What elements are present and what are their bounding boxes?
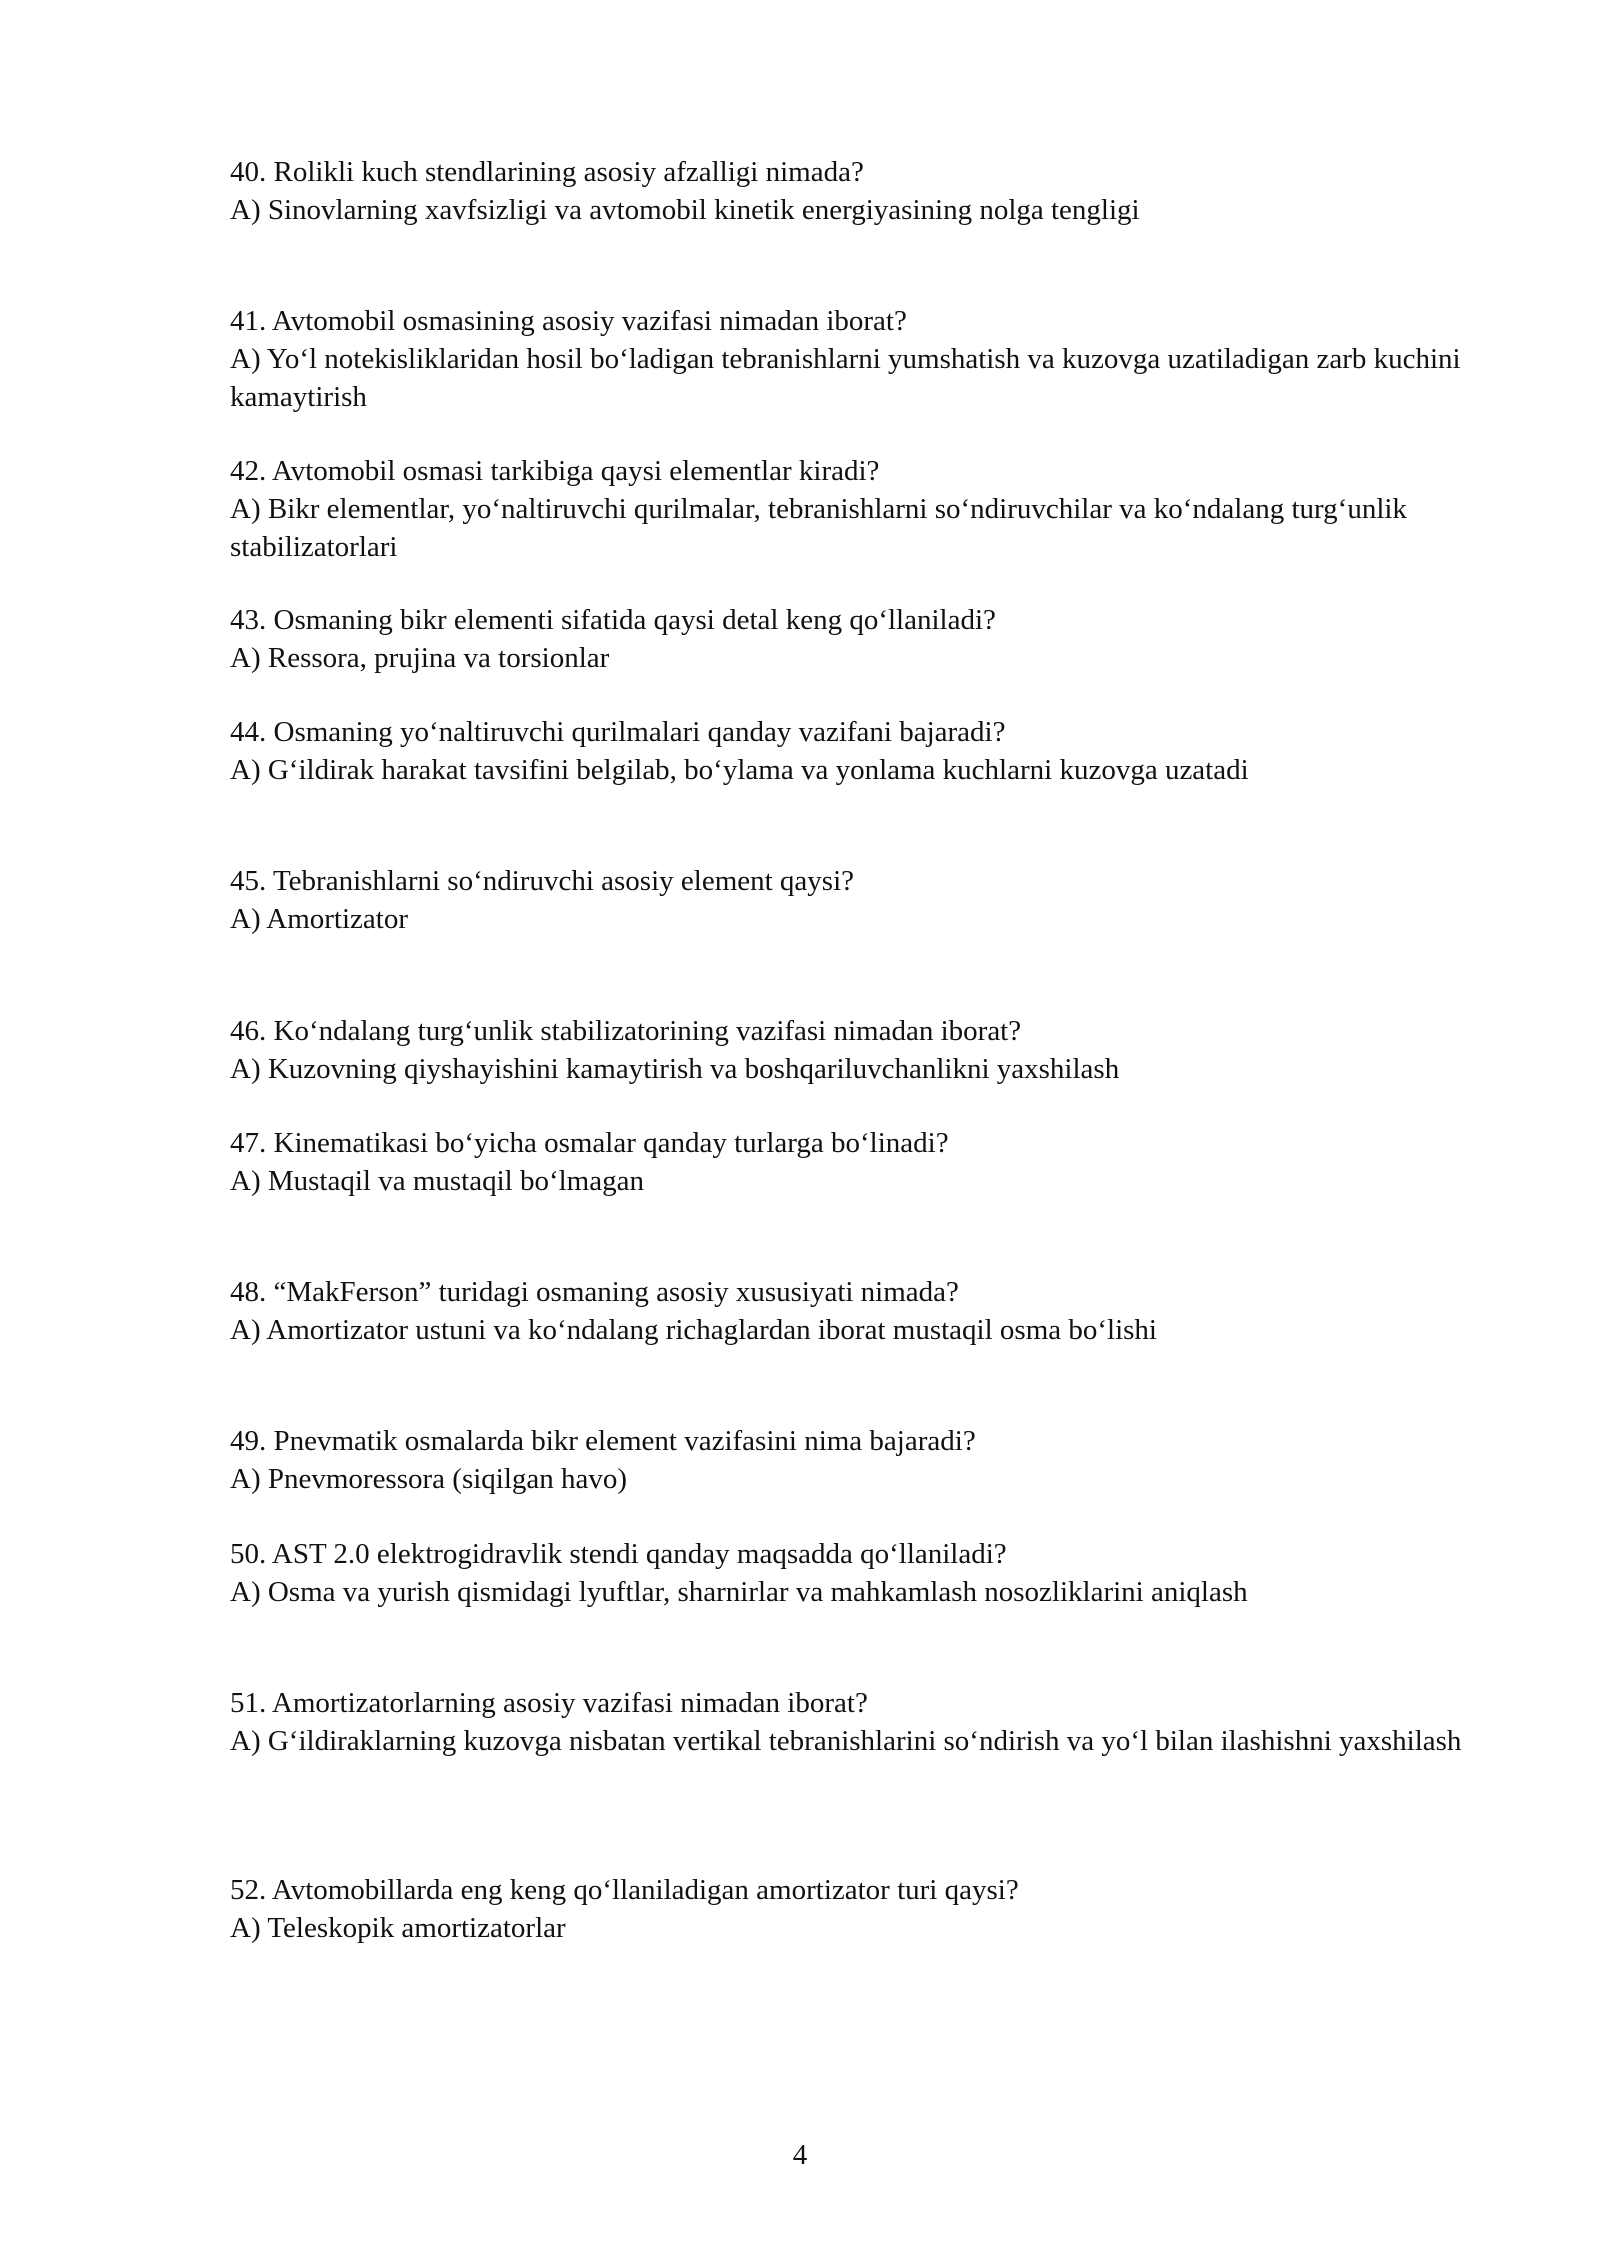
question-block-44 bbox=[230, 713, 1470, 789]
answer-text: A) Amortizator ustuni va ko‘ndalang richaglardan iborat mustaqil osma bo‘lishi bbox=[230, 1314, 1157, 1346]
question-text: 40. Rolikli kuch stendlarining asosiy afzalligi nimada? bbox=[230, 156, 864, 188]
question-text: 51. Amortizatorlarning asosiy vazifasi nimadan iborat? bbox=[230, 1687, 868, 1719]
question-text: 50. AST 2.0 elektrogidravlik stendi qanday maqsadda qo‘llaniladi? bbox=[230, 1538, 1007, 1570]
question-block-40 bbox=[230, 153, 1470, 229]
page-number: 4 bbox=[792, 2139, 808, 2171]
question-text: 41. Avtomobil osmasining asosiy vazifasi nimadan iborat? bbox=[230, 305, 907, 337]
question-block-43 bbox=[230, 601, 1470, 677]
question-block-45 bbox=[230, 862, 1470, 938]
question-text: 47. Kinematikasi bo‘yicha osmalar qanday turlarga bo‘linadi? bbox=[230, 1127, 949, 1159]
question-block-52 bbox=[230, 1871, 1470, 1947]
question-block-42 bbox=[230, 452, 1470, 566]
answer-text: A) Mustaqil va mustaqil bo‘lmagan bbox=[230, 1165, 644, 1197]
question-block-47 bbox=[230, 1124, 1470, 1200]
answer-text: A) Yo‘l notekisliklaridan hosil bo‘ladigan tebranishlarni yumshatish va kuzovga uzatiladigan zarb kuchini kamaytirish bbox=[230, 343, 1461, 413]
answer-text: A) Ressora, prujina va torsionlar bbox=[230, 642, 610, 674]
answer-text: A) Sinovlarning xavfsizligi va avtomobil kinetik energiyasining nolga tengligi bbox=[230, 194, 1140, 226]
question-block-46 bbox=[230, 1012, 1470, 1088]
question-text: 45. Tebranishlarni so‘ndiruvchi asosiy element qaysi? bbox=[230, 865, 855, 897]
question-block-48 bbox=[230, 1273, 1470, 1349]
answer-text: A) Bikr elementlar, yo‘naltiruvchi qurilmalar, tebranishlarni so‘ndiruvchilar va ko‘ndalang turg‘unlik stabilizatorlari bbox=[230, 493, 1407, 563]
answer-text: A) G‘ildirak harakat tavsifini belgilab, bo‘ylama va yonlama kuchlarni kuzovga uzatadi bbox=[230, 754, 1249, 786]
answer-text: A) Pnevmoressora (siqilgan havo) bbox=[230, 1463, 628, 1495]
question-block-41 bbox=[230, 302, 1470, 416]
answer-text: A) Teleskopik amortizatorlar bbox=[230, 1912, 566, 1944]
question-block-51 bbox=[230, 1684, 1470, 1760]
answer-text: A) Kuzovning qiyshayishini kamaytirish va boshqariluvchanlikni yaxshilash bbox=[230, 1053, 1120, 1085]
question-text: 46. Ko‘ndalang turg‘unlik stabilizatorining vazifasi nimadan iborat? bbox=[230, 1015, 1022, 1047]
question-block-49 bbox=[230, 1422, 1470, 1498]
answer-text: A) Amortizator bbox=[230, 903, 408, 935]
answer-text: A) Osma va yurish qismidagi lyuftlar, sharnirlar va mahkamlash nosozliklarini aniqlash bbox=[230, 1576, 1248, 1608]
answer-text: A) G‘ildiraklarning kuzovga nisbatan vertikal tebranishlarini so‘ndirish va yo‘l bilan ilashishni yaxshilash bbox=[230, 1725, 1462, 1757]
question-text: 49. Pnevmatik osmalarda bikr element vazifasini nima bajaradi? bbox=[230, 1425, 976, 1457]
question-text: 48. “MakFerson” turidagi osmaning asosiy xususiyati nimada? bbox=[230, 1276, 959, 1308]
question-block-50 bbox=[230, 1535, 1470, 1611]
question-text: 43. Osmaning bikr elementi sifatida qaysi detal keng qo‘llaniladi? bbox=[230, 604, 996, 636]
question-text: 42. Avtomobil osmasi tarkibiga qaysi elementlar kiradi? bbox=[230, 455, 880, 487]
question-text: 44. Osmaning yo‘naltiruvchi qurilmalari qanday vazifani bajaradi? bbox=[230, 716, 1006, 748]
question-text: 52. Avtomobillarda eng keng qo‘llaniladigan amortizator turi qaysi? bbox=[230, 1874, 1019, 1906]
